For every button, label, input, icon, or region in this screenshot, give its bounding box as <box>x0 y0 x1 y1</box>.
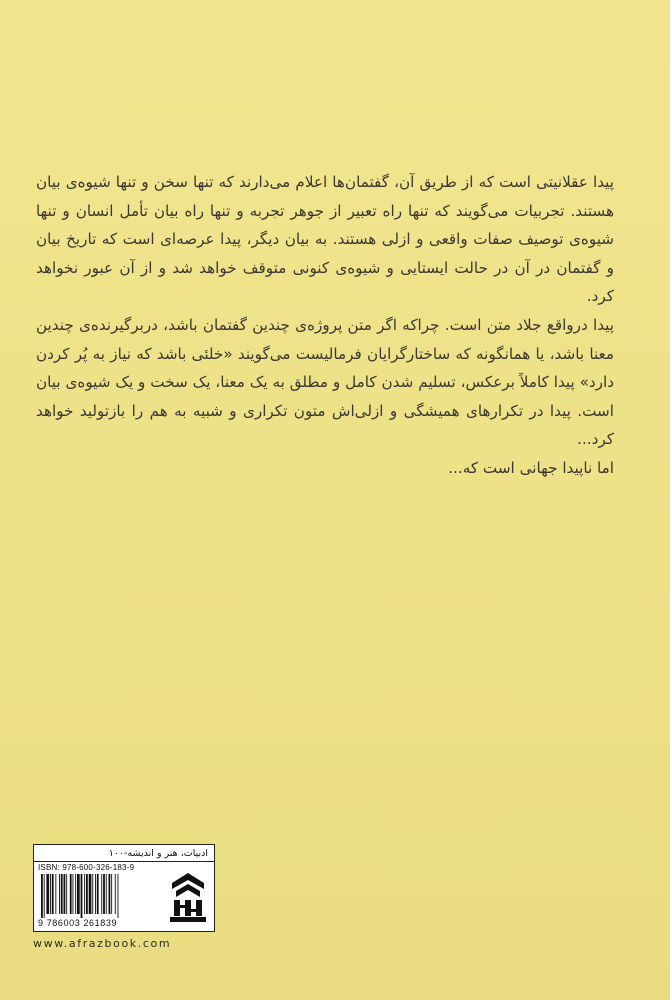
isbn-number: ISBN: 978-600-326-183-9 <box>38 863 135 872</box>
isbn-box-divider <box>34 861 214 862</box>
paragraph-1: پیدا عقلانیتی است که از طریق آن، گفتمان‌ها اعلام می‌دارند که تنها سخن و تنها شیوه‌ی بیان هستند. تجربیات می‌گویند که تنها راه تعبیر از جوهر تجربه و تنها راه بیان تأمل انسان و تنها شیوه‌ی توصیف صفات واقعی و ازلی هستند. به بیان دیگر، پیدا عرصه‌ای است که تاریخ بیان و گفتمان در آن در حالت ایستایی و شیوه‌ی کنونی متوقف خواهد شد و از آن عبور نخواهد کرد. <box>36 173 614 306</box>
book-category: ادبیات، هنر و اندیشه-۱۰۰ <box>108 848 208 859</box>
publisher-website: www.afrazbook.com <box>33 937 172 950</box>
afraz-logo-icon <box>166 871 210 927</box>
isbn-box <box>33 844 215 932</box>
barcode-digits: 9 786003 261839 <box>38 918 118 928</box>
blurb-text <box>36 168 636 483</box>
barcode-icon <box>40 874 164 918</box>
paragraph-2: پیدا درواقع جلاد متن است. چراکه اگر متن پروژه‌ی چندین گفتمان باشد، دربرگیرنده‌ی چندین معنا باشد، یا همانگونه که ساختارگرایان فرمالیست می‌گویند «خلئی باشد که نیاز به پُر کردن دارد» پیدا کاملاً برعکس، تسلیم شدن کامل و مطلق به یک معنا، یک سخت و یک شیوه‌ی بیان است. پیدا در تکرارهای همیشگی و ازلی‌اش متون تکراری و شبیه به هم را بازتولید خواهد کرد... <box>36 315 614 449</box>
closing-line: اما ناپیدا جهانی است که... <box>448 458 614 477</box>
